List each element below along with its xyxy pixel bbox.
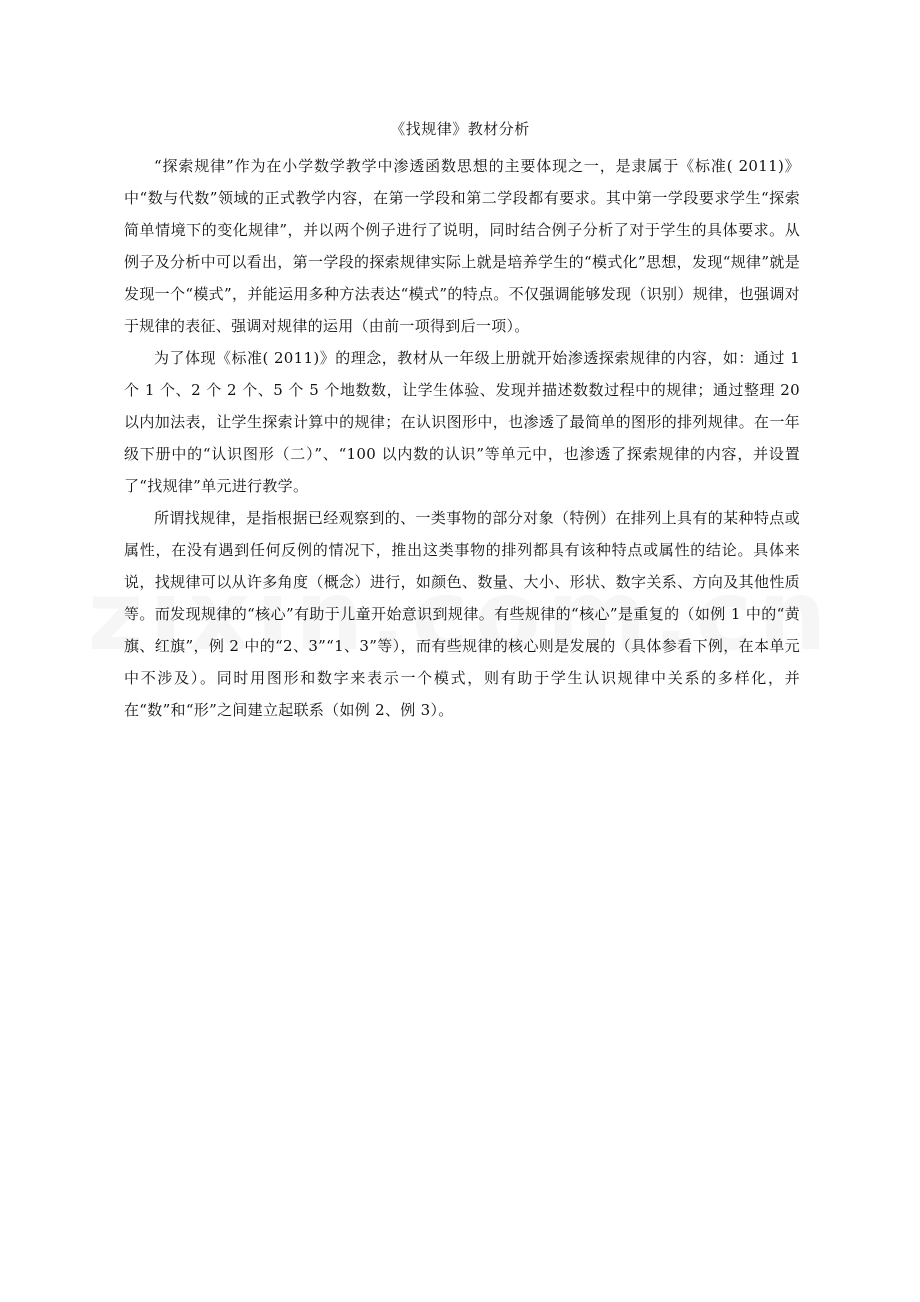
paragraph-1: “探索规律”作为在小学数学教学中渗透函数思想的主要体现之一，是隶属于《标准( 2011)》中“数与代数”领域的正式教学内容，在第一学段和第二学段都有要求。其中第一学段要求学生“探索简单情境下的变化规律”，并以两个例子进行了说明，同时结合例子分析了对于学生的具体要求。从例子及分析中可以看出，第一学段的探索规律实际上就是培养学生的“模式化”思想，发现“规律”就是发现一个“模式”，并能运用多种方法表达“模式”的特点。不仅强调能够发现（识别）规律，也强调对于规律的表征、强调对规律的运用（由前一项得到后一项）。 <box>124 157 800 335</box>
document-body <box>124 150 800 726</box>
document-title: 《找规律》教材分析 <box>390 120 530 138</box>
paragraph-3: 所谓找规律，是指根据已经观察到的、一类事物的部分对象（特例）在排列上具有的某种特点或属性，在没有遇到任何反例的情况下，推出这类事物的排列都具有该种特点或属性的结论。具体来说，找规律可以从许多角度（概念）进行，如颜色、数量、大小、形状、数字关系、方向及其他性质等。而发现规律的“核心”有助于儿童开始意识到规律。有些规律的“核心”是重复的（如例 1 中的“黄旗、红旗”，例 2 中的“2、3”“1、3”等），而有些规律的核心则是发展的（具体参看下例，在本单元中不涉及）。同时用图形和数字来表示一个模式，则有助于学生认识规律中关系的多样化，并在“数”和“形”之间建立起联系（如例 2、例 3）。 <box>124 509 800 719</box>
paragraph-2: 为了体现《标准( 2011)》的理念，教材从一年级上册就开始渗透探索规律的内容，如：通过 1 个 1 个、2 个 2 个、5 个 5 个地数数，让学生体验、发现并描述数数过程中的规律；通过整理 20 以内加法表，让学生探索计算中的规律；在认识图形中，也渗透了最简单的图形的排列规律。在一年级下册中的“认识图形（二）”、“100 以内数的认识”等单元中，也渗透了探索规律的内容，并设置了“找规律”单元进行教学。 <box>124 349 800 495</box>
